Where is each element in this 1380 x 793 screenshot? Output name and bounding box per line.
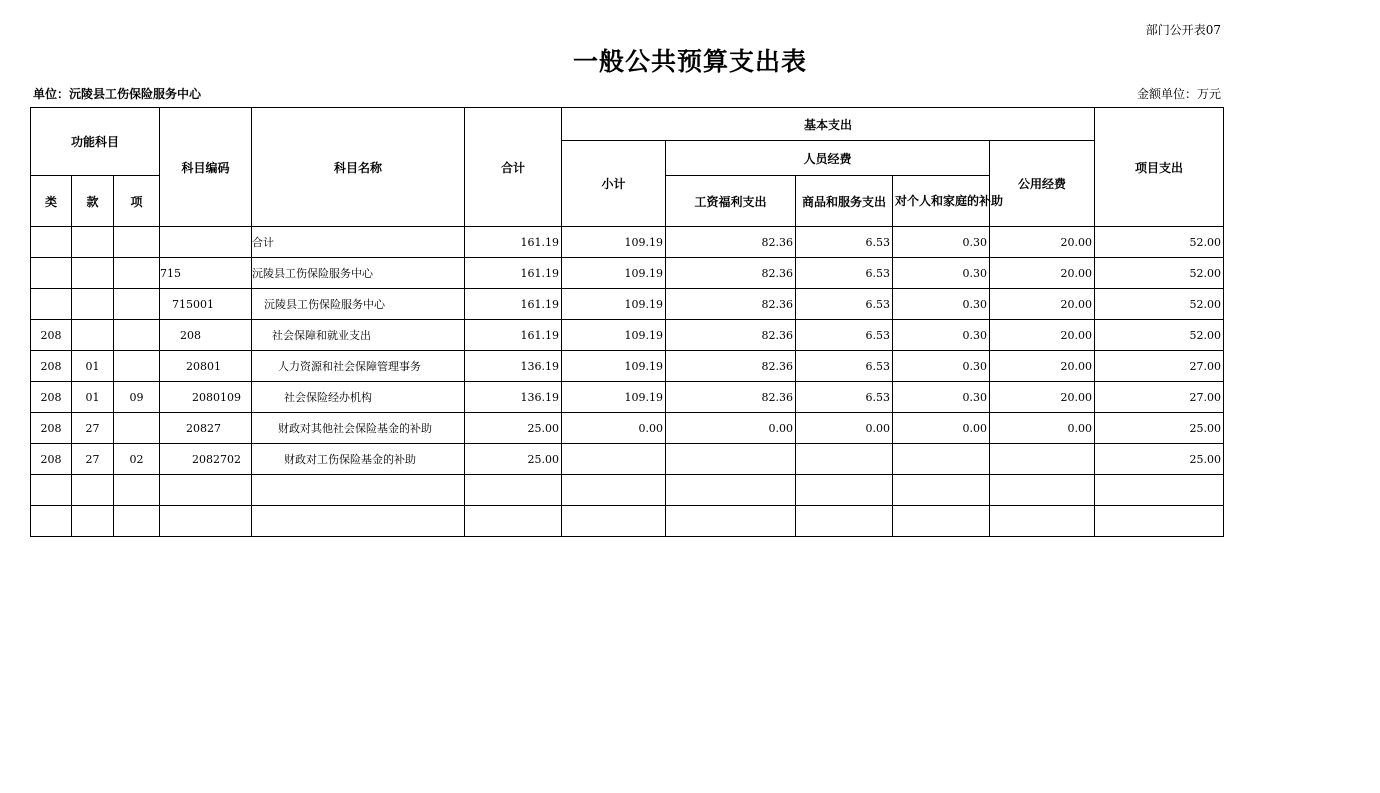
cell-subsidy-individuals: 0.30 (893, 351, 990, 382)
cell-wages-welfare: 82.36 (666, 258, 796, 289)
cell-project-expenditure: 27.00 (1095, 351, 1224, 382)
table-row (31, 475, 1224, 506)
cell-subject-name (252, 506, 465, 537)
header-subtotal: 小计 (562, 141, 666, 227)
cell-subsidy-individuals (893, 475, 990, 506)
cell-subsidy-individuals: 0.30 (893, 227, 990, 258)
cell-subject-name: 沅陵县工伤保险服务中心 (252, 258, 465, 289)
table-row (31, 289, 1224, 320)
cell-total (465, 506, 562, 537)
cell-lei: 208 (31, 351, 72, 382)
cell-kuan: 27 (72, 444, 114, 475)
table-row (31, 258, 1224, 289)
cell-subtotal: 0.00 (562, 413, 666, 444)
cell-lei: 208 (31, 444, 72, 475)
budget-expenditure-table (30, 107, 1224, 537)
cell-subtotal: 109.19 (562, 227, 666, 258)
header-subject-code: 科目编码 (160, 108, 252, 227)
cell-wages-welfare: 82.36 (666, 351, 796, 382)
table-row (31, 413, 1224, 444)
cell-kuan (72, 289, 114, 320)
cell-subsidy-individuals: 0.00 (893, 413, 990, 444)
cell-kuan (72, 258, 114, 289)
cell-subject-name: 合计 (252, 227, 465, 258)
cell-subject-code: 20801 (160, 351, 252, 382)
header-goods-services: 商品和服务支出 (796, 176, 893, 227)
cell-project-expenditure: 52.00 (1095, 289, 1224, 320)
cell-xiang (114, 289, 160, 320)
cell-subject-name (252, 475, 465, 506)
cell-goods-services: 6.53 (796, 320, 893, 351)
cell-subsidy-individuals: 0.30 (893, 382, 990, 413)
page-title: 一般公共预算支出表 (572, 47, 807, 76)
cell-goods-services: 0.00 (796, 413, 893, 444)
header-personnel-funds: 人员经费 (666, 141, 990, 176)
cell-xiang (114, 320, 160, 351)
cell-project-expenditure: 52.00 (1095, 320, 1224, 351)
cell-wages-welfare: 82.36 (666, 382, 796, 413)
cell-subsidy-individuals: 0.30 (893, 320, 990, 351)
header-project-expenditure: 项目支出 (1095, 108, 1224, 227)
cell-kuan (72, 506, 114, 537)
cell-lei: 208 (31, 320, 72, 351)
table-row (31, 506, 1224, 537)
cell-public-funds (990, 475, 1095, 506)
cell-kuan (72, 227, 114, 258)
cell-subsidy-individuals (893, 444, 990, 475)
cell-wages-welfare: 82.36 (666, 289, 796, 320)
cell-subject-code (160, 475, 252, 506)
cell-subtotal: 109.19 (562, 320, 666, 351)
cell-lei: 208 (31, 413, 72, 444)
cell-xiang (114, 506, 160, 537)
cell-goods-services: 6.53 (796, 227, 893, 258)
table-row (31, 382, 1224, 413)
cell-xiang (114, 475, 160, 506)
table-row (31, 351, 1224, 382)
cell-public-funds: 20.00 (990, 351, 1095, 382)
cell-lei (31, 475, 72, 506)
cell-goods-services: 6.53 (796, 351, 893, 382)
cell-xiang: 02 (114, 444, 160, 475)
cell-subject-name: 财政对其他社会保险基金的补助 (252, 413, 465, 444)
cell-goods-services: 6.53 (796, 289, 893, 320)
cell-public-funds: 20.00 (990, 320, 1095, 351)
unit-label: 单位：沅陵县工伤保险服务中心 (33, 87, 202, 101)
cell-subject-code: 2082702 (160, 444, 252, 475)
cell-wages-welfare: 82.36 (666, 320, 796, 351)
cell-goods-services (796, 506, 893, 537)
cell-project-expenditure: 27.00 (1095, 382, 1224, 413)
cell-goods-services: 6.53 (796, 258, 893, 289)
cell-lei: 208 (31, 382, 72, 413)
cell-xiang (114, 258, 160, 289)
cell-subject-code: 715 (160, 258, 252, 289)
cell-public-funds: 20.00 (990, 227, 1095, 258)
cell-lei (31, 227, 72, 258)
cell-total: 161.19 (465, 258, 562, 289)
cell-project-expenditure: 52.00 (1095, 227, 1224, 258)
cell-wages-welfare: 82.36 (666, 227, 796, 258)
cell-subtotal (562, 475, 666, 506)
cell-lei (31, 258, 72, 289)
cell-wages-welfare: 0.00 (666, 413, 796, 444)
header-subsidy-individuals: 对个人和家庭的补助 (893, 176, 990, 227)
cell-subject-name: 财政对工伤保险基金的补助 (252, 444, 465, 475)
cell-subject-name: 人力资源和社会保障管理事务 (252, 351, 465, 382)
cell-xiang (114, 227, 160, 258)
cell-public-funds (990, 444, 1095, 475)
cell-goods-services (796, 475, 893, 506)
cell-public-funds: 20.00 (990, 382, 1095, 413)
header-lei: 类 (31, 176, 72, 227)
table-row (31, 227, 1224, 258)
cell-wages-welfare (666, 444, 796, 475)
header-xiang: 项 (114, 176, 160, 227)
cell-subtotal (562, 444, 666, 475)
header-function-subject: 功能科目 (31, 108, 160, 176)
cell-subject-name: 沅陵县工伤保险服务中心 (252, 289, 465, 320)
cell-subsidy-individuals: 0.30 (893, 289, 990, 320)
cell-total: 161.19 (465, 289, 562, 320)
cell-subject-name: 社会保险经办机构 (252, 382, 465, 413)
header-public-funds: 公用经费 (990, 141, 1095, 227)
cell-subtotal (562, 506, 666, 537)
table-header (31, 108, 1224, 227)
cell-public-funds: 20.00 (990, 289, 1095, 320)
cell-project-expenditure (1095, 506, 1224, 537)
cell-xiang: 09 (114, 382, 160, 413)
cell-kuan: 01 (72, 351, 114, 382)
cell-lei (31, 506, 72, 537)
table-body (31, 227, 1224, 537)
cell-kuan (72, 320, 114, 351)
cell-goods-services: 6.53 (796, 382, 893, 413)
cell-project-expenditure (1095, 475, 1224, 506)
cell-subject-code (160, 227, 252, 258)
cell-total: 25.00 (465, 413, 562, 444)
cell-wages-welfare (666, 506, 796, 537)
cell-subtotal: 109.19 (562, 258, 666, 289)
header-wages-welfare: 工资福利支出 (666, 176, 796, 227)
cell-subject-name: 社会保障和就业支出 (252, 320, 465, 351)
cell-public-funds: 0.00 (990, 413, 1095, 444)
cell-subject-code: 208 (160, 320, 252, 351)
header-basic-expenditure: 基本支出 (562, 108, 1095, 141)
cell-public-funds: 20.00 (990, 258, 1095, 289)
cell-total: 161.19 (465, 227, 562, 258)
cell-subtotal: 109.19 (562, 351, 666, 382)
cell-subsidy-individuals (893, 506, 990, 537)
cell-kuan: 01 (72, 382, 114, 413)
cell-lei (31, 289, 72, 320)
cell-project-expenditure: 25.00 (1095, 444, 1224, 475)
cell-project-expenditure: 25.00 (1095, 413, 1224, 444)
cell-subject-code: 2080109 (160, 382, 252, 413)
table-row (31, 444, 1224, 475)
cell-total: 25.00 (465, 444, 562, 475)
cell-kuan: 27 (72, 413, 114, 444)
table-row (31, 320, 1224, 351)
cell-xiang (114, 413, 160, 444)
cell-subject-code: 20827 (160, 413, 252, 444)
header-subject-name: 科目名称 (252, 108, 465, 227)
cell-kuan (72, 475, 114, 506)
cell-subtotal: 109.19 (562, 289, 666, 320)
cell-subtotal: 109.19 (562, 382, 666, 413)
cell-total: 136.19 (465, 351, 562, 382)
cell-xiang (114, 351, 160, 382)
header-total: 合计 (465, 108, 562, 227)
cell-goods-services (796, 444, 893, 475)
cell-total: 136.19 (465, 382, 562, 413)
header-kuan: 款 (72, 176, 114, 227)
cell-total: 161.19 (465, 320, 562, 351)
cell-project-expenditure: 52.00 (1095, 258, 1224, 289)
amount-unit: 金额单位：万元 (1136, 87, 1221, 101)
cell-wages-welfare (666, 475, 796, 506)
cell-subject-code: 715001 (160, 289, 252, 320)
cell-subject-code (160, 506, 252, 537)
cell-total (465, 475, 562, 506)
cell-subsidy-individuals: 0.30 (893, 258, 990, 289)
form-number: 部门公开表07 (1145, 23, 1221, 37)
cell-public-funds (990, 506, 1095, 537)
